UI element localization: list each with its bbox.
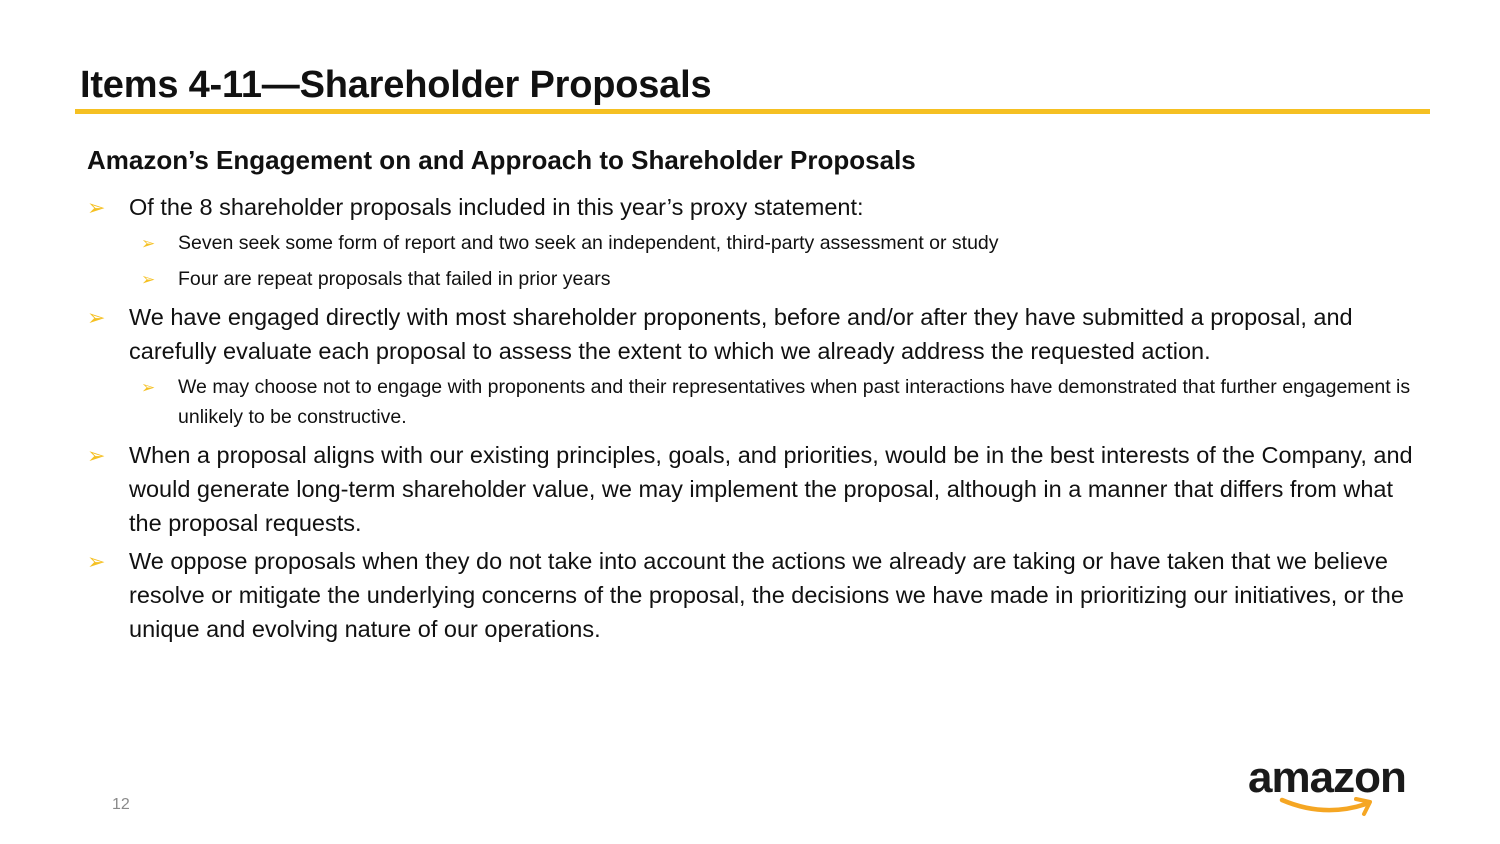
arrowhead-bullet-icon: ➢ [87, 306, 106, 331]
sub-bullet-item [129, 372, 1417, 432]
arrowhead-bullet-icon: ➢ [141, 270, 156, 290]
bullet-item [87, 438, 1417, 540]
arrowhead-bullet-icon: ➢ [141, 234, 156, 254]
bullet-text: We have engaged directly with most shareholder proponents, before and/or after they have submitted a proposal, and carefully evaluate each proposal to assess the extent to which we already address the requested action. [129, 304, 1353, 364]
bullet-text: Of the 8 shareholder proposals included in this year’s proxy statement: [129, 194, 864, 220]
arrowhead-bullet-icon: ➢ [87, 550, 106, 575]
bullet-item [87, 544, 1417, 646]
amazon-logo [1244, 752, 1429, 822]
sub-bullet-item [129, 228, 1417, 258]
amazon-logo-wordmark: amazon [1248, 753, 1406, 802]
sub-bullet-text: We may choose not to engage with proponents and their representatives when past interactions have demonstrated that further engagement is unlikely to be constructive. [178, 376, 1411, 428]
sub-bullet-text: Four are repeat proposals that failed in prior years [178, 268, 611, 290]
arrowhead-bullet-icon: ➢ [141, 378, 156, 398]
bullet-list [87, 190, 1417, 650]
page-number: 12 [112, 796, 130, 813]
slide-subtitle: Amazon’s Engagement on and Approach to Shareholder Proposals [87, 145, 916, 175]
arrowhead-bullet-icon: ➢ [87, 196, 106, 221]
slide-title: Items 4-11—Shareholder Proposals [80, 64, 712, 106]
arrowhead-bullet-icon: ➢ [87, 444, 106, 469]
sub-bullet-item [129, 264, 1417, 294]
bullet-item [87, 300, 1417, 368]
bullet-text: When a proposal aligns with our existing principles, goals, and priorities, would be in the best interests of the Company, and would generate long-term shareholder value, we may implement the proposal, although in a manner that differs from what the proposal requests. [129, 442, 1413, 536]
amazon-smile-icon [1244, 790, 1429, 820]
sub-bullet-text: Seven seek some form of report and two seek an independent, third-party assessment or study [178, 232, 999, 254]
title-underline [75, 109, 1430, 114]
bullet-item [87, 190, 1417, 224]
bullet-text: We oppose proposals when they do not take into account the actions we already are taking or have taken that we believe resolve or mitigate the underlying concerns of the proposal, the decisions we have made in prioritizing our initiatives, or the unique and evolving nature of our operations. [129, 548, 1404, 642]
